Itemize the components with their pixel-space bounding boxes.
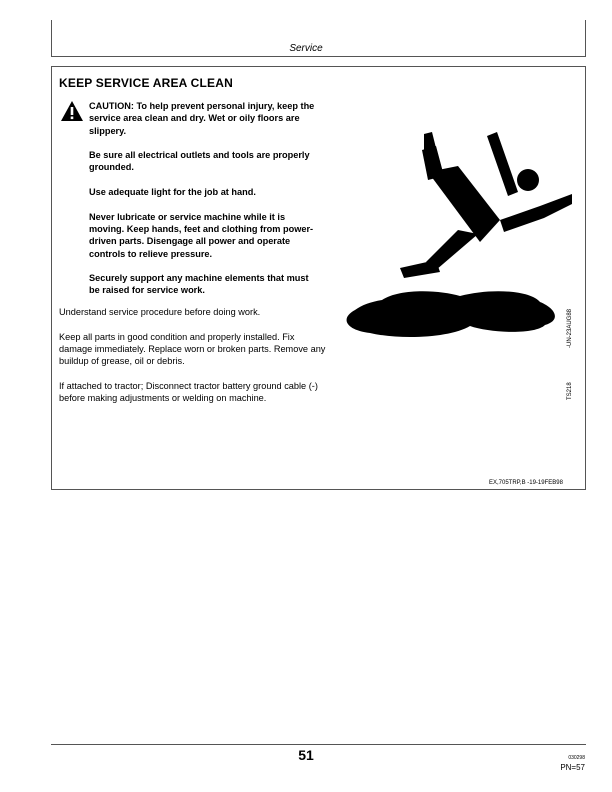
body-paragraph: If attached to tractor; Disconnect tractor battery ground cable (-) before making adjustments or welding on machine.: [59, 380, 318, 404]
figure-head: [517, 169, 539, 191]
header-divider: [51, 56, 586, 57]
figure-code-bottom: TS218: [567, 382, 573, 400]
footer-pn: PN=57: [560, 763, 585, 772]
caution-paragraph: Use adequate light for the job at hand.: [89, 187, 256, 198]
caution-paragraph: Be sure all electrical outlets and tools are properly grounded.: [89, 150, 310, 173]
footer-divider: [51, 744, 586, 745]
slipping-person-illustration: [340, 130, 572, 345]
page-number: 51: [298, 747, 314, 763]
body-paragraph: Understand service procedure before doing work.: [59, 307, 261, 317]
figure-arm: [487, 132, 518, 196]
body-paragraph: Keep all parts in good condition and properly installed. Fix damage immediately. Replace worn or broken parts. Remove any buildup of grease, oil or debris.: [59, 331, 326, 367]
body-text: [59, 306, 329, 417]
warning-triangle-icon: [61, 101, 83, 121]
page-title: KEEP SERVICE AREA CLEAN: [59, 76, 233, 90]
figure-code-top: -UN-23AUG88: [567, 308, 573, 348]
caution-paragraph: Never lubricate or service machine while it is moving. Keep hands, feet and clothing from power-driven parts. Disengage all power and operate controls to relieve pressure.: [89, 211, 314, 259]
caution-paragraph: CAUTION: To help prevent personal injury, keep the service area clean and dry. Wet or oily floors are slippery.: [89, 101, 315, 136]
figure-foot: [400, 260, 440, 278]
section-header: Service: [289, 43, 323, 54]
oil-puddle: [347, 291, 555, 337]
caution-paragraph: Securely support any machine elements that must be raised for service work.: [89, 273, 309, 296]
footer-small-code: 030298: [568, 755, 585, 761]
caution-block: [89, 100, 319, 309]
figure-arm: [500, 194, 572, 232]
figure-torso: [428, 166, 500, 242]
document-code: EX,705TRP,B -19-19FEB98: [489, 480, 563, 486]
